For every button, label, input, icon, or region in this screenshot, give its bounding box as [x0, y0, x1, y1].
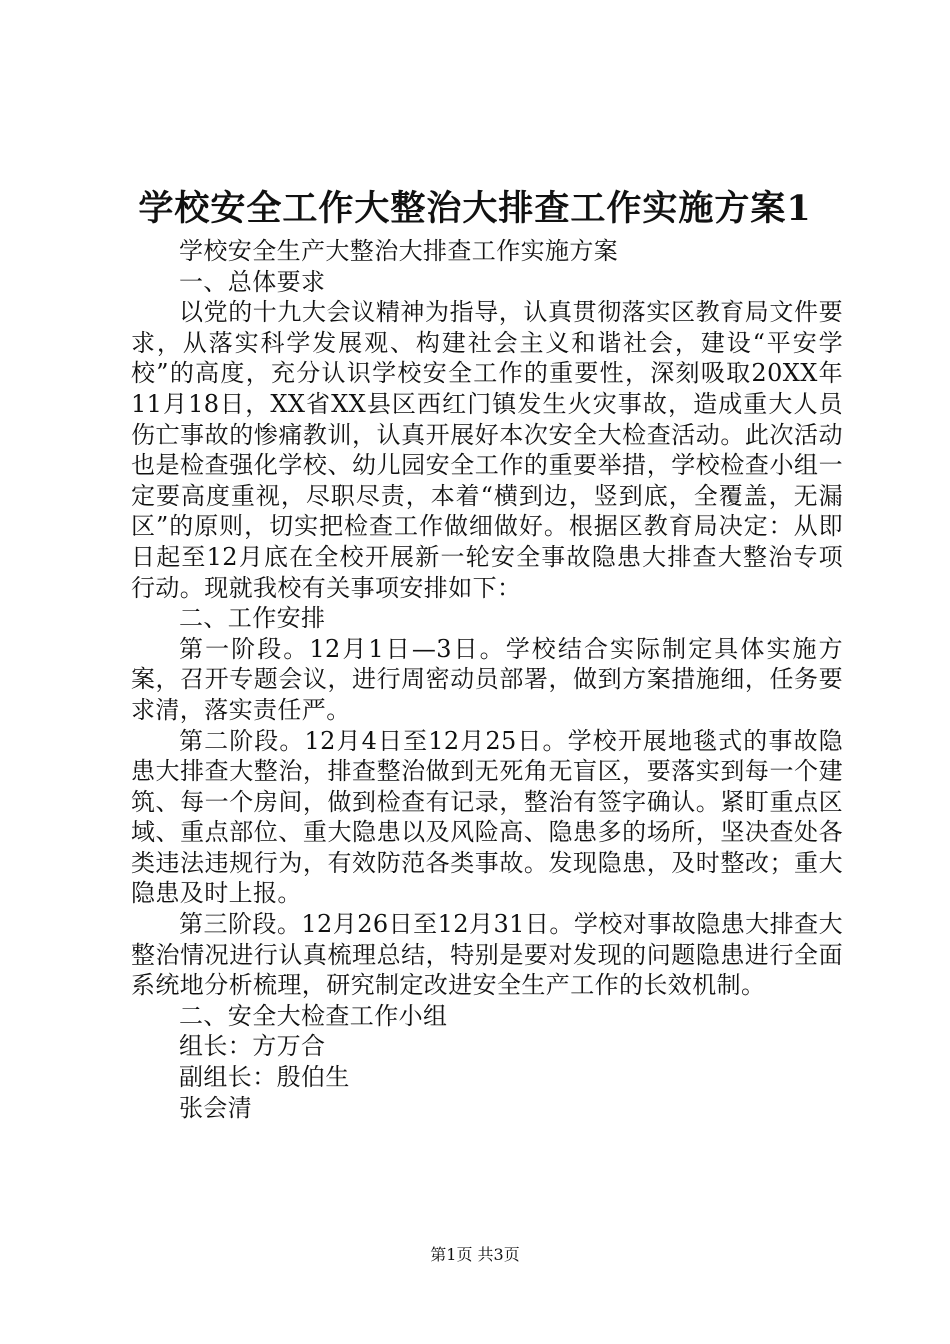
- section-heading-work-arrangement: 二、工作安排: [179, 604, 326, 633]
- paragraph-stage-one: 第一阶段。12月1日—3日。学校结合实际制定具体实施方案，召开专题会议，进行周密动员部署，做到方案措施细，任务要求清，落实责任严。: [131, 634, 843, 724]
- document-title: 学校安全工作大整治大排查工作实施方案1: [138, 188, 812, 229]
- team-leader: 组长：方万合: [179, 1032, 326, 1061]
- team-deputy-leader: 副组长：殷伯生: [179, 1063, 350, 1092]
- section-heading-general-requirements: 一、总体要求: [179, 267, 326, 296]
- paragraph-stage-three: 第三阶段。12月26日至12月31日。学校对事故隐患大排查大整治情况进行认真梳理总结，特别是要对发现的问题隐患进行全面系统地分析梳理，研究制定改进安全生产工作的长效机制。: [131, 910, 843, 1000]
- team-member: 张会清: [179, 1093, 253, 1122]
- paragraph-stage-two: 第二阶段。12月4日至12月25日。学校开展地毯式的事故隐患大排查大整治，排查整治做到无死角无盲区，要落实到每一个建筑、每一个房间，做到检查有记录，整治有签字确认。紧盯重点区域、重点部位、重大隐患以及风险高、隐患多的场所，坚决查处各类违法违规行为，有效防范各类事故。发现隐患，及时整改；重大隐患及时上报。: [131, 726, 843, 908]
- section-heading-inspection-team: 二、安全大检查工作小组: [179, 1001, 448, 1030]
- page-footer: 第1页 共3页: [430, 1245, 520, 1264]
- document-subtitle: 学校安全生产大整治大排查工作实施方案: [179, 237, 619, 265]
- paragraph-general-requirements: 以党的十九大会议精神为指导，认真贯彻落实区教育局文件要求，从落实科学发展观、构建社会主义和谐社会，建设“平安学校”的高度，充分认识学校安全工作的重要性，深刻吸取20XX年11月18日，XX省XX县区西红门镇发生火灾事故，造成重大人员伤亡事故的惨痛教训，认真开展好本次安全大检查活动。此次活动也是检查强化学校、幼儿园安全工作的重要举措，学校检查小组一定要高度重视，尽职尽责，本着“横到边，竖到底，全覆盖，无漏区”的原则，切实把检查工作做细做好。根据区教育局决定：从即日起至12月底在全校开展新一轮安全事故隐患大排查大整治专项行动。现就我校有关事项安排如下：: [131, 298, 843, 602]
- document-body: [131, 236, 843, 1123]
